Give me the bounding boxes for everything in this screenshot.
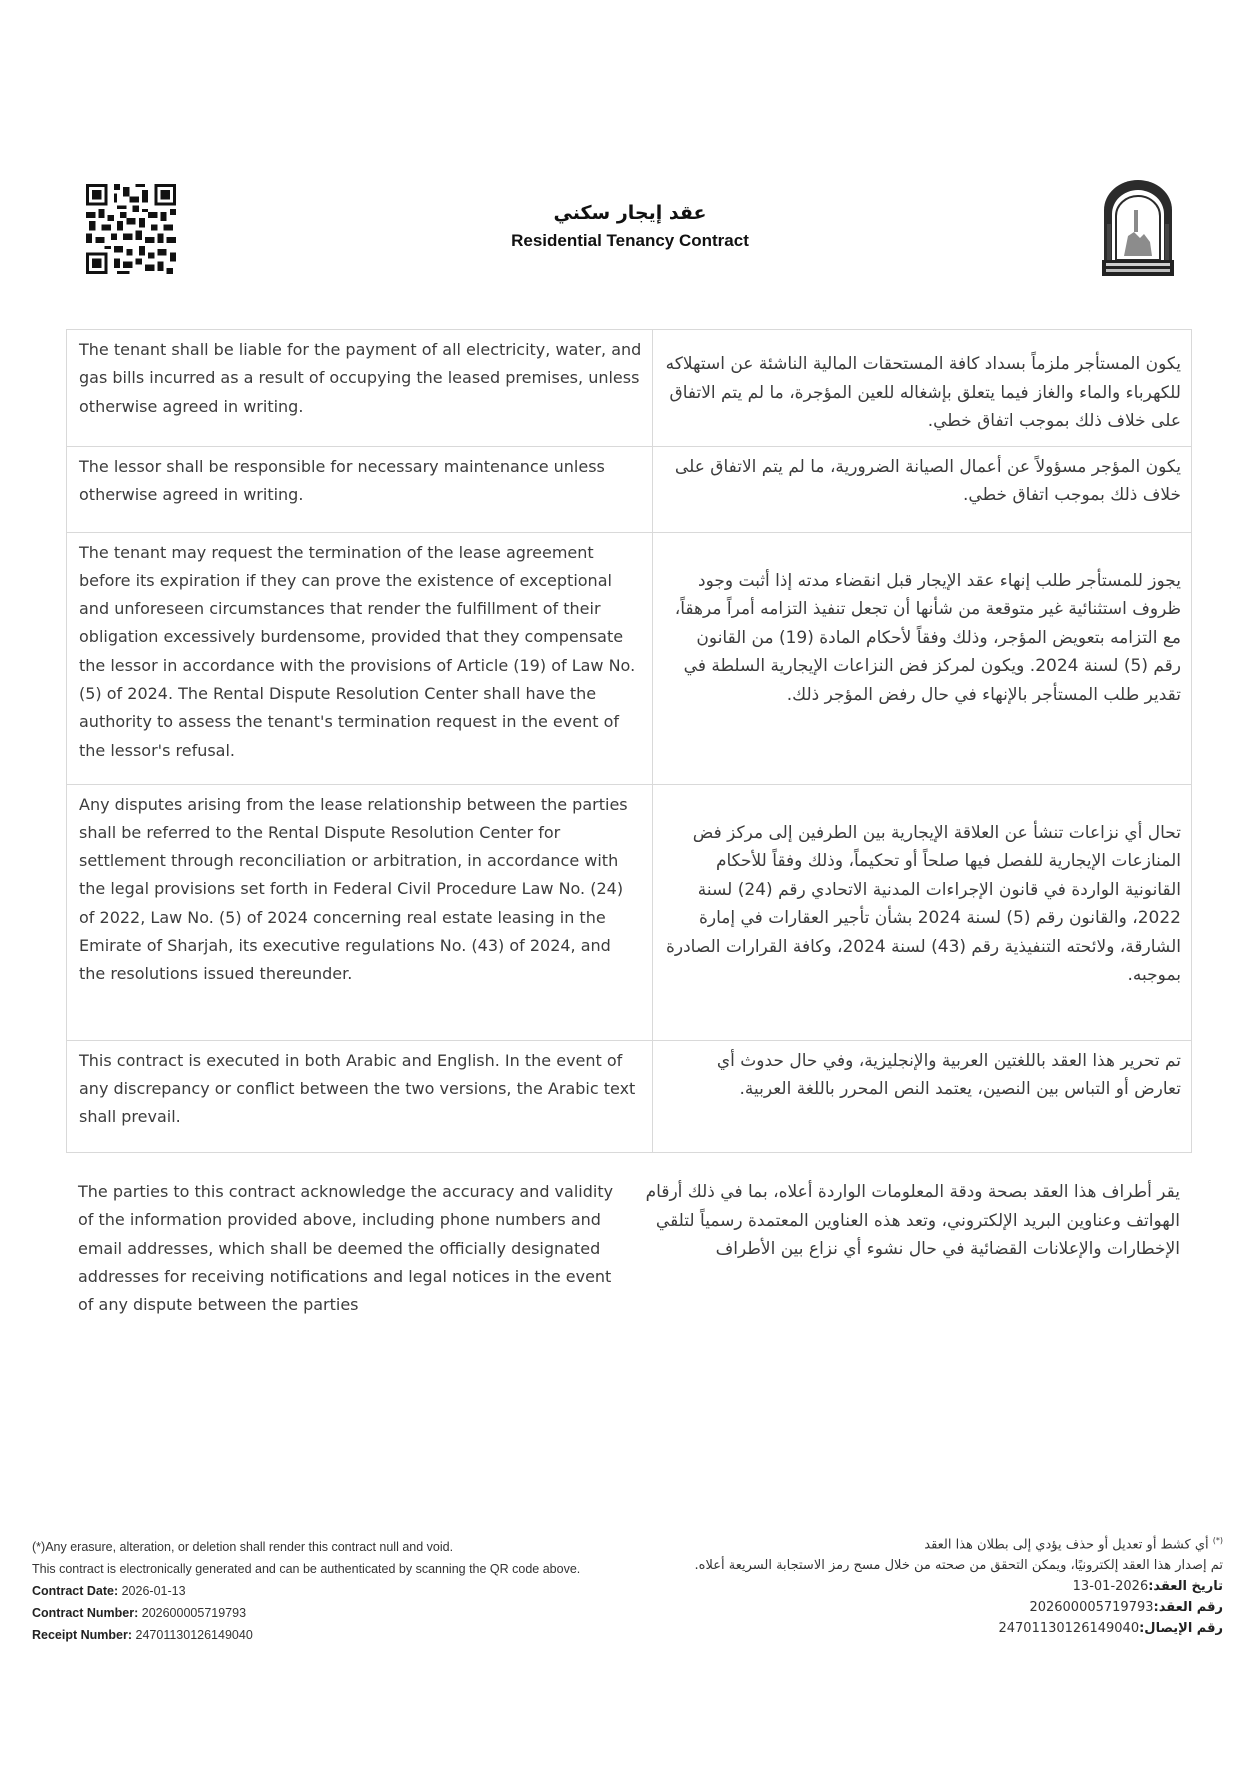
sharjah-municipality-logo-icon xyxy=(1100,176,1176,276)
clause-row xyxy=(67,446,1192,532)
clauses-table xyxy=(66,329,1192,1153)
clause-ar-cell xyxy=(653,446,1192,532)
clause-text-ar: يكون المستأجر ملزماً بسداد كافة المستحقات المالية الناشئة عن استهلاكه للكهرباء والماء والغاز فيما يتعلق بإشغاله للعين المؤجرة، ما لم يتم الاتفاق على خلاف ذلك بموجب اتفاق خطي. xyxy=(665,354,1181,431)
electronic-note-en: This contract is electronically generated and can be authenticated by scanning the QR code above. xyxy=(32,1562,581,1576)
title-arabic: عقد إيجار سكني xyxy=(553,202,707,224)
clause-text-en: This contract is executed in both Arabic and English. In the event of any discrepancy or conflict between the two versions, the Arabic text shall prevail. xyxy=(79,1050,636,1127)
receipt-number-ar xyxy=(640,1618,1223,1639)
contract-number-en xyxy=(32,1602,632,1624)
clause-text-ar: يجوز للمستأجر طلب إنهاء عقد الإيجار قبل انقضاء مدته إذا أثبت وجود ظروف استثنائية غير متوقعة من شأنها أن تجعل تنفيذ التزامه أمراً مرهقاً، مع التزامه بتعويض المؤجر، وذلك وفقاً لأحكام المادة (19) من القانون رقم (5) لسنة 2024. ويكون لمركز فض النزاعات الإيجارية السلطة في تقدير طلب المستأجر بالإنهاء في حال رفض المؤجر ذلك. xyxy=(674,570,1181,705)
receipt-number-value: 24701130126149040 xyxy=(135,1628,253,1642)
clause-text-en: The tenant shall be liable for the payment of all electricity, water, and gas bills incurred as a result of occupying the leased premises, unless otherwise agreed in writing. xyxy=(79,340,642,416)
acknowledgement-en: The parties to this contract acknowledge the accuracy and validity of the information provided above, including phone numbers and email addresses, which shall be deemed the officially designated addresses for receiving notifications and legal notices in the event of any dispute between the parties xyxy=(78,1182,614,1315)
clause-en-cell xyxy=(67,532,653,784)
clause-row xyxy=(67,330,1192,447)
clause-text-en: The lessor shall be responsible for necessary maintenance unless otherwise agreed in writing. xyxy=(79,456,605,504)
contract-number-ar xyxy=(640,1597,1223,1618)
footer-english xyxy=(32,1536,632,1646)
clause-row xyxy=(67,784,1192,1040)
erasure-note-en: (*)Any erasure, alteration, or deletion shall render this contract null and void. xyxy=(32,1540,454,1554)
clause-text-ar: تم تحرير هذا العقد باللغتين العربية والإنجليزية، وفي حال حدوث أي تعارض أو التباس بين النصين، يعتمد النص المحرر باللغة العربية. xyxy=(716,1050,1181,1099)
electronic-note-ar: تم إصدار هذا العقد إلكترونيًا، ويمكن التحقق من صحته من خلال مسح رمز الاستجابة السريعة أعلاه. xyxy=(694,1558,1223,1574)
contract-date-ar xyxy=(640,1576,1223,1597)
contract-number-value-ar: 202600005719793 xyxy=(1029,1600,1154,1616)
clause-row xyxy=(67,532,1192,784)
contract-date-value-ar: 2026-01-13 xyxy=(1072,1579,1149,1595)
clause-en-cell xyxy=(67,784,653,1040)
clause-ar-cell xyxy=(653,532,1192,784)
receipt-number-value-ar: 24701130126149040 xyxy=(998,1621,1140,1637)
receipt-number-en xyxy=(32,1624,632,1646)
clause-en-cell xyxy=(67,330,653,447)
contract-date-label-ar: تاريخ العقد: xyxy=(1148,1579,1223,1595)
acknowledgement-section xyxy=(66,1178,1192,1319)
contract-date-en xyxy=(32,1580,632,1602)
contract-number-value: 202600005719793 xyxy=(141,1606,247,1620)
clause-ar-cell xyxy=(653,1040,1192,1152)
clause-text-ar: تحال أي نزاعات تنشأ عن العلاقة الإيجارية بين الطرفين إلى مركز فض المنازعات الإيجارية للفصل فيها صلحاً أو تحكيماً، وذلك وفقاً للأحكام القانونية الواردة في قانون الإجراءات المدنية الاتحادي رقم (24) لسنة 2022، والقانون رقم (5) لسنة 2024 بشأن تأجير العقارات في إمارة الشارقة، ولائحته التنفيذية رقم (43) لسنة 2024، وكافة القرارات الصادرة بموجبه. xyxy=(665,822,1181,985)
receipt-number-label-ar: رقم الإيصال: xyxy=(1139,1621,1223,1637)
clause-row xyxy=(67,1040,1192,1152)
footer-arabic xyxy=(640,1530,1223,1639)
clause-text-en: The tenant may request the termination of the lease agreement before its expiration if they can prove the existence of exceptional and unforeseen circumstances that render the fulfillment of their obligation excessively burdensome, provided that they compensate the lessor in accordance with the provisions of Article (19) of Law No. (5) of 2024. The Rental Dispute Resolution Center shall have the authority to assess the tenant's termination request in the event of the lessor's refusal. xyxy=(79,542,636,760)
clause-text-ar: يكون المؤجر مسؤولاً عن أعمال الصيانة الضرورية، ما لم يتم الاتفاق على خلاف ذلك بموجب اتفاق خطي. xyxy=(674,456,1181,505)
title-english: Residential Tenancy Contract xyxy=(511,231,749,250)
clause-en-cell xyxy=(67,1040,653,1152)
qr-code-icon[interactable] xyxy=(86,184,176,274)
clause-en-cell xyxy=(67,446,653,532)
acknowledgement-ar: يقر أطراف هذا العقد بصحة ودقة المعلومات الواردة أعلاه، بما في ذلك أرقام الهواتف وعناوين البريد الإلكتروني، وتعد هذه العناوين المعتمدة رسمياً لتلقي الإخطارات والإعلانات القضائية في حال نشوء أي نزاع بين الأطراف xyxy=(645,1182,1180,1259)
contract-date-label: Contract Date: xyxy=(32,1584,119,1598)
erasure-note-mark: (*) xyxy=(1212,1536,1223,1545)
document-title-block xyxy=(420,200,840,254)
erasure-note-ar-text: أي كشط أو تعديل أو حذف يؤدي إلى بطلان هذا العقد xyxy=(924,1537,1209,1553)
contract-number-label: Contract Number: xyxy=(32,1606,139,1620)
erasure-note-ar xyxy=(640,1530,1223,1555)
clause-ar-cell xyxy=(653,330,1192,447)
document-header xyxy=(0,0,1248,300)
clause-ar-cell xyxy=(653,784,1192,1040)
contract-number-label-ar: رقم العقد: xyxy=(1153,1600,1223,1616)
clause-text-en: Any disputes arising from the lease relationship between the parties shall be referred to the Rental Dispute Resolution Center for settlement through reconciliation or arbitration, in accordance with the legal provisions set forth in Federal Civil Procedure Law No. (24) of 2022, Law No. (5) of 2024 concerning real estate leasing in the Emirate of Sharjah, its executive regulations No. (43) of 2024, and the resolutions issued thereunder. xyxy=(79,794,628,984)
contract-date-value: 2026-01-13 xyxy=(121,1584,186,1598)
receipt-number-label: Receipt Number: xyxy=(32,1628,133,1642)
